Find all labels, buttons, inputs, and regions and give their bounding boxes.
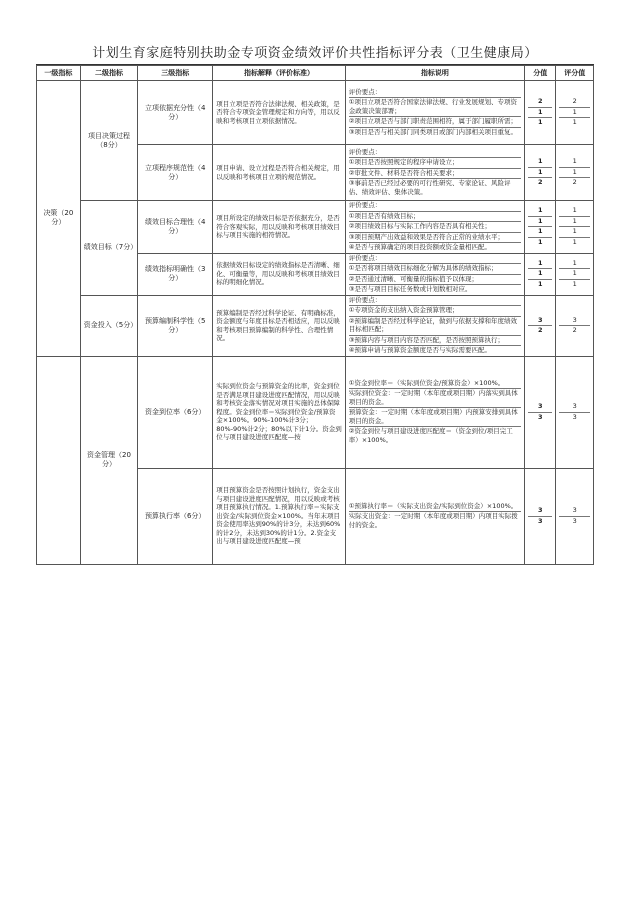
- explain-line: ④是否与预算确定的项目投资额或资金量相匹配。: [348, 243, 492, 251]
- explain-cell: [345, 81, 524, 145]
- weight-value: 1: [538, 118, 543, 127]
- explain-line: ④预算申请与预算资金额度是否与实际需要匹配。: [348, 346, 492, 354]
- weight-value: 1: [538, 237, 543, 246]
- weight-value: 2: [538, 326, 543, 334]
- explain-line: ②项目绩效目标与实际工作内容是否具有相关性；: [349, 222, 521, 233]
- header-score: 评分值: [556, 66, 594, 81]
- weight-value: 1: [528, 108, 552, 119]
- weight-value: 2: [528, 97, 552, 108]
- level1-decision: 决策（20分）: [37, 81, 81, 357]
- explain-line: ②资金到位与项目建设进度匹配度＝（资金到位/项目完工率）×100%。: [348, 427, 513, 444]
- score-cell: [556, 81, 594, 145]
- score-sheet: [36, 44, 594, 565]
- explain-line: ①预算执行率＝（实际支出资金/实际到位资金）×100%。: [349, 502, 521, 513]
- score-value: 1: [559, 157, 590, 168]
- table-row: [37, 356, 594, 468]
- level2-cell: 绩效目标（7分）: [80, 201, 137, 296]
- level2-cell: 项目决策过程（8分）: [80, 81, 137, 201]
- table-row: [37, 295, 594, 356]
- weight-value: 3: [538, 516, 543, 525]
- explain-line: ③事前是否已经过必要的可行性研究、专家论证、风险评估、绩效评估、集体决策。: [348, 179, 511, 196]
- explain-line: 评价要点：: [349, 296, 521, 307]
- header-definition: 指标解释（评价标准）: [213, 66, 345, 81]
- weight-cell: [525, 201, 556, 254]
- weight-value: 1: [528, 168, 552, 179]
- score-value: 1: [572, 237, 577, 246]
- explain-line: 实际支出资金：一定时期（本年度或项目期）内项目实际拨付的资金。: [348, 512, 518, 529]
- weight-value: 1: [538, 279, 543, 288]
- explain-line: ③是否与项目目标任务数或计划数相对应。: [348, 285, 472, 293]
- header-explanation: 指标说明: [345, 66, 524, 81]
- score-value: 1: [559, 217, 590, 228]
- score-value: 3: [559, 402, 590, 413]
- score-value: 3: [559, 316, 590, 327]
- level3-cell: 预算编制科学性（5分）: [138, 295, 213, 356]
- weight-value: 1: [528, 269, 552, 280]
- header-weight: 分值: [525, 66, 556, 81]
- score-value: 3: [572, 516, 577, 525]
- explain-line: ①项目是否有绩效目标；: [349, 212, 521, 223]
- header-row: [37, 66, 594, 81]
- definition-cell: 实际到位资金与预算资金的比率，资金到位是否满足项目建设进度匹配情况，用以反映和考核资金落实情况对项目实施的总体保障程度。资金到位率＝实际到位资金/预算资金×100%。90%-100%计3分；80%-90%计2分；80%以下计1分。资金到位与项目建设进度匹配度—按: [213, 356, 345, 468]
- score-value: 1: [559, 108, 590, 119]
- score-cell: [556, 201, 594, 254]
- weight-cell: [525, 253, 556, 295]
- score-cell: [556, 295, 594, 356]
- header-level1: 一级指标: [37, 66, 81, 81]
- score-value: 1: [559, 168, 590, 179]
- score-value: 1: [559, 259, 590, 270]
- weight-cell: [525, 145, 556, 201]
- definition-cell: 项目申请、设立过程是否符合相关规定，用以反映和考核项目立项的规范情况。: [213, 145, 345, 201]
- weight-value: 1: [528, 206, 552, 217]
- level3-cell: 资金到位率（6分）: [138, 356, 213, 468]
- score-value: 1: [559, 269, 590, 280]
- explain-line: ②项目立项是否与部门职责范围相符，属于部门履职所需；: [349, 117, 521, 128]
- definition-cell: 预算编制是否经过科学论证、有明确标准，资金额度与年度目标是否相适应，用以反映和考核项目预算编制的科学性、合理性情况。: [213, 295, 345, 356]
- level2-cell: 资金管理（20分）: [80, 356, 137, 564]
- level3-cell: 绩效目标合理性（4分）: [138, 201, 213, 254]
- level3-cell: 绩效指标明确性（3分）: [138, 253, 213, 295]
- explain-line: ①项目是否按照规定的程序申请设立；: [349, 158, 521, 169]
- page-title: 计划生育家庭特别扶助金专项资金绩效评价共性指标评分表（卫生健康局）: [36, 44, 594, 65]
- score-cell: [556, 145, 594, 201]
- level1-empty: [37, 356, 81, 564]
- weight-value: 2: [538, 178, 543, 187]
- explain-cell: [345, 356, 524, 468]
- explain-line: ①资金到位率＝（实际到位资金/预算资金）×100%。: [349, 379, 521, 390]
- weight-cell: [525, 356, 556, 468]
- weight-value: 3: [528, 402, 552, 413]
- weight-cell: [525, 81, 556, 145]
- weight-cell: [525, 468, 556, 564]
- score-cell: [556, 468, 594, 564]
- table-row: [37, 201, 594, 254]
- definition-cell: 项目立项是否符合法律法规、相关政策，是否符合专项资金管理规定和方向等，用以反映和考核项目立项依据情况。: [213, 81, 345, 145]
- header-level2: 二级指标: [80, 66, 137, 81]
- explain-line: ②预算编制是否经过科学论证，做到与依据支撑和年度绩效目标相匹配；: [349, 317, 521, 336]
- explain-line: ①是否将项目绩效目标细化分解为具体的绩效指标；: [349, 264, 521, 275]
- score-value: 2: [559, 97, 590, 108]
- explain-line: 实际到位资金：一定时期（本年度或项目期）内落实到具体项目的资金。: [349, 389, 521, 408]
- explain-line: 评价要点：: [349, 148, 521, 159]
- explain-line: 评价要点：: [349, 88, 521, 99]
- explain-line: 评价要点：: [349, 254, 521, 265]
- definition-cell: 项目预算资金是否按照计划执行，资金支出与项目建设进度匹配情况，用以反映或考核项目预算执行情况。1.预算执行率＝实际支出资金/实际到位资金×100%。当年末项目资金使用率达到90%的计3分，未达到60%的计2分，未达到30%的计1分。2.资金支出与项目建设进度匹配度—预: [213, 468, 345, 564]
- weight-value: 1: [528, 259, 552, 270]
- score-value: 2: [572, 326, 577, 334]
- level3-cell: 立项程序规范性（4分）: [138, 145, 213, 201]
- score-value: 3: [572, 412, 577, 421]
- explain-cell: [345, 253, 524, 295]
- weight-cell: [525, 295, 556, 356]
- weight-value: 1: [528, 217, 552, 228]
- explain-line: ①专项资金的支出纳入资金预算管理；: [349, 306, 521, 317]
- explain-cell: [345, 145, 524, 201]
- weight-value: 3: [538, 412, 543, 421]
- definition-cell: 依据绩效目标设定的绩效指标是否清晰、细化、可衡量等，用以反映和考核项目绩效目标的明细化情况。: [213, 253, 345, 295]
- explain-cell: [345, 201, 524, 254]
- weight-value: 3: [528, 506, 552, 517]
- level2-cell: 资金投入（5分）: [80, 295, 137, 356]
- level3-cell: 立项依据充分性（4分）: [138, 81, 213, 145]
- score-value: 1: [572, 279, 577, 288]
- score-value: 1: [559, 227, 590, 238]
- score-value: 1: [559, 206, 590, 217]
- score-cell: [556, 356, 594, 468]
- explain-line: ②是否通过清晰、可衡量的指标值予以体现；: [349, 275, 521, 286]
- level3-cell: 预算执行率（6分）: [138, 468, 213, 564]
- explain-line: ②审批文件、材料是否符合相关要求；: [349, 169, 521, 180]
- score-cell: [556, 253, 594, 295]
- explain-line: ③项目是否与相关部门同类项目或部门内部相关项目重复。: [348, 127, 518, 136]
- explain-line: 评价要点：: [349, 201, 521, 212]
- score-table: [36, 65, 594, 565]
- explain-cell: [345, 468, 524, 564]
- table-row: [37, 81, 594, 145]
- explain-line: ③预算内容与项目内容是否匹配，是否按照预算执行；: [349, 336, 521, 347]
- header-level3: 三级指标: [138, 66, 213, 81]
- explain-line: 预算资金：一定时期（本年度或项目期）内预算安排到具体项目的资金。: [349, 408, 521, 427]
- score-value: 3: [559, 506, 590, 517]
- explain-line: ①项目立项是否符合国家法律法规、行业发展规划、专项资金政策决策部署；: [349, 98, 521, 117]
- weight-value: 3: [528, 316, 552, 327]
- weight-value: 1: [528, 157, 552, 168]
- weight-value: 1: [528, 227, 552, 238]
- explain-line: ③项目预期产出效益和效果是否符合正常的业绩水平；: [349, 233, 521, 244]
- score-value: 1: [572, 118, 577, 127]
- definition-cell: 项目所设定的绩效目标是否依据充分，是否符合客观实际，用以反映和考核项目绩效目标与项目实施的相符情况。: [213, 201, 345, 254]
- score-value: 2: [572, 178, 577, 187]
- explain-cell: [345, 295, 524, 356]
